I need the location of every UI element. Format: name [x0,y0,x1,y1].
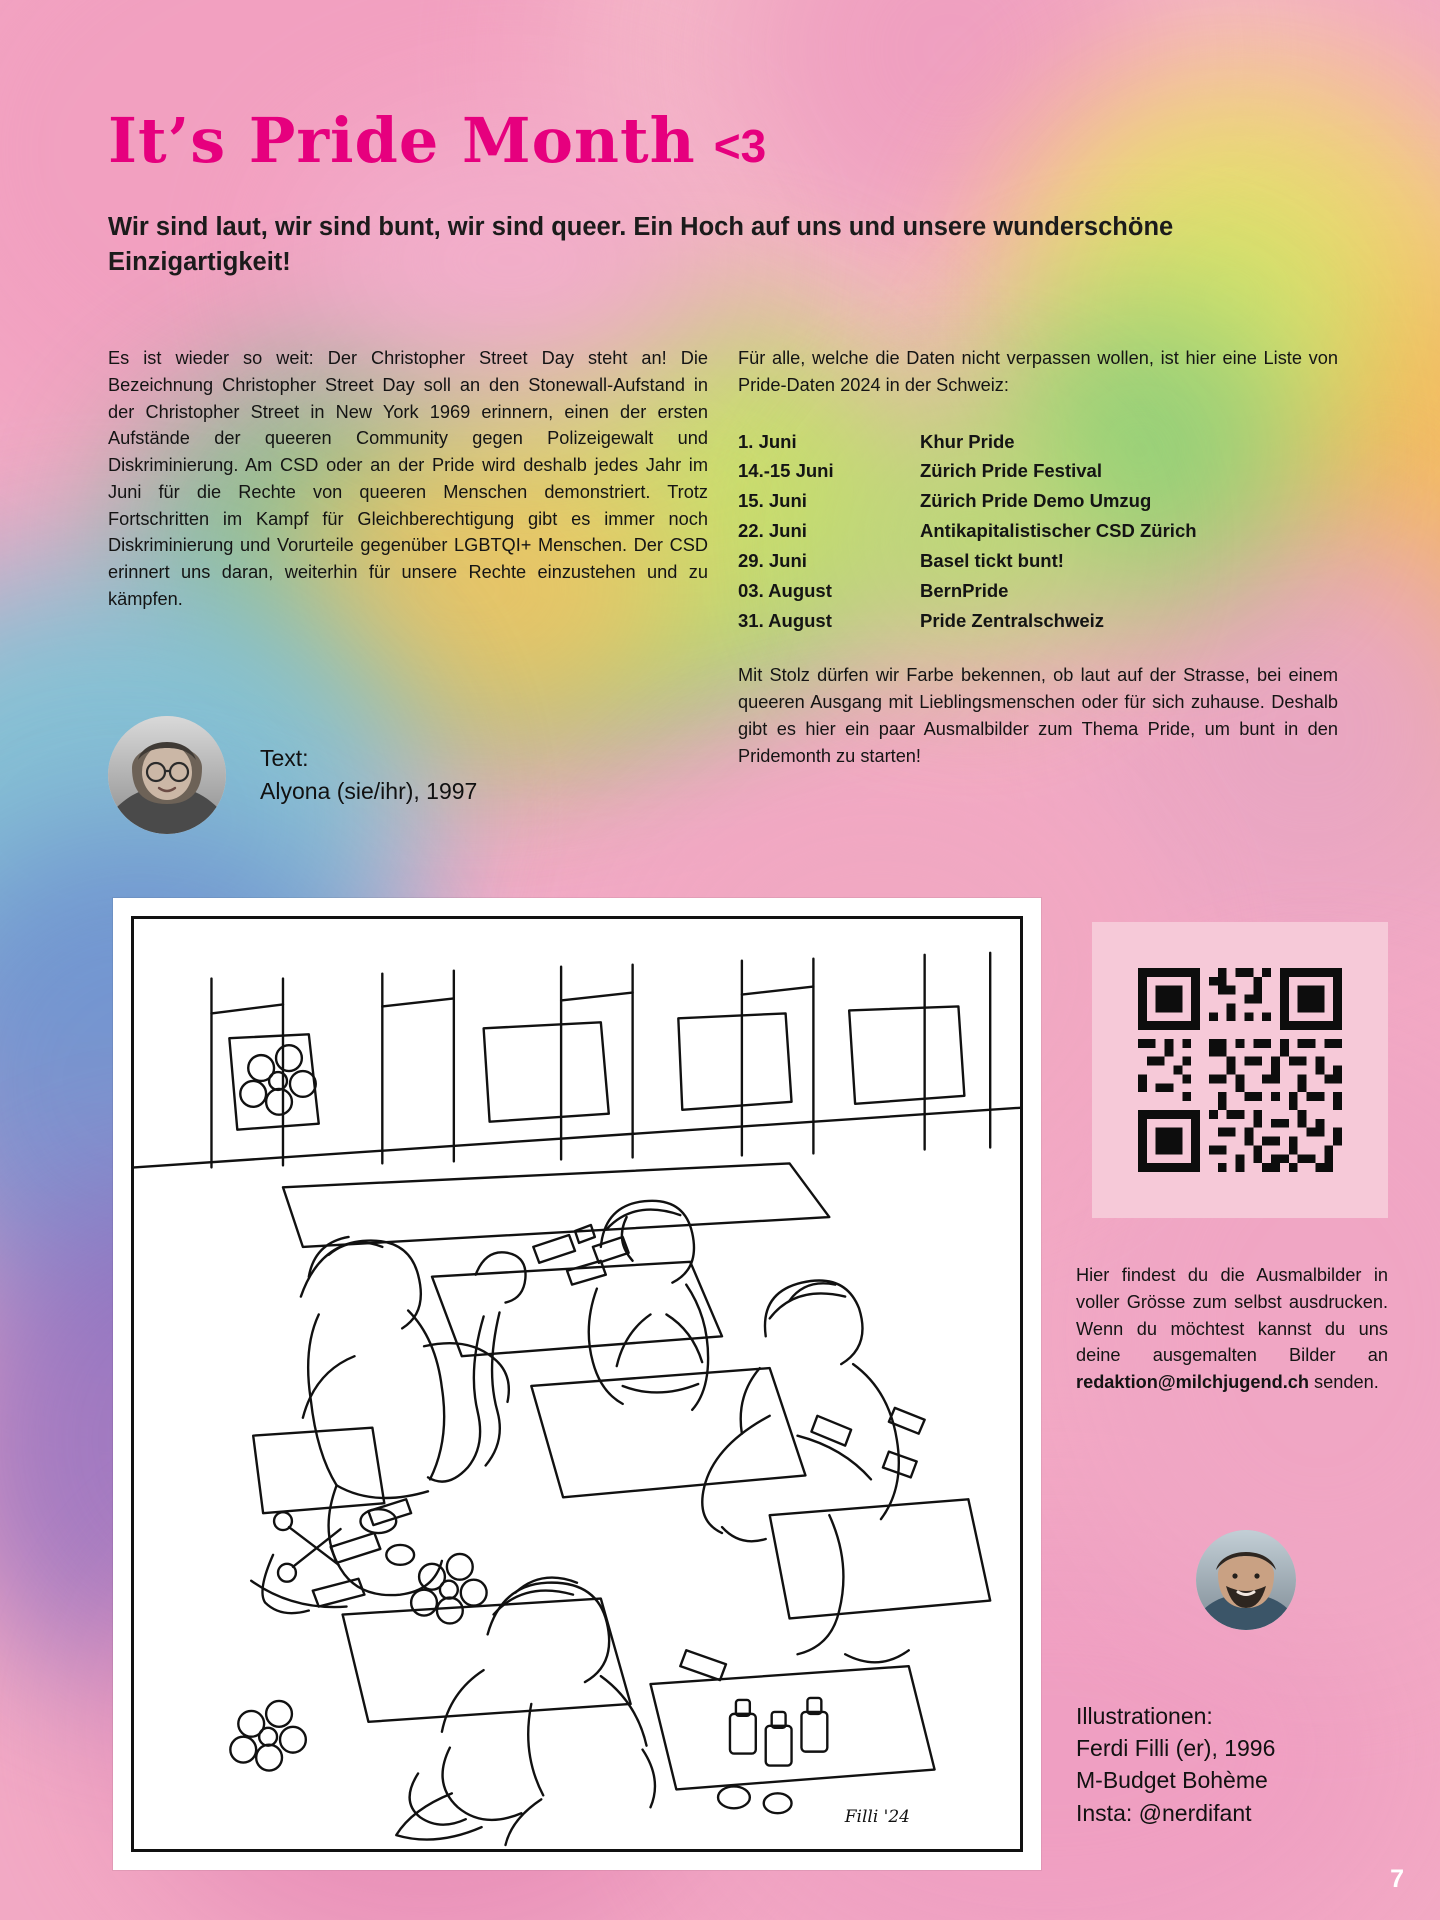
event-name: Pride Zentralschweiz [920,610,1105,632]
page-number: 7 [1390,1865,1404,1893]
event-name: Basel tickt bunt! [920,550,1064,572]
list-item [738,427,1338,457]
coloring-illustration-frame [113,898,1041,1870]
qr-caption-part2: senden. [1308,1372,1379,1392]
credits-label: Illustrationen: [1076,1703,1213,1729]
author-text [260,742,477,807]
illustration-credits [1076,1700,1406,1829]
credits-extra: M-Budget Bohème [1076,1767,1268,1794]
date-value: 22. Juni [738,520,807,542]
event-name: Antikapitalistischer CSD Zürich [920,520,1197,542]
list-item [738,606,1338,636]
heart-emoticon: <3 [713,119,767,172]
author-name: Alyona (sie/ihr), 1997 [260,778,478,804]
date-value: 14.-15 Juni [738,460,834,482]
event-name: Khur Pride [920,430,1015,452]
credits-instagram: Insta: @nerdifant [1076,1799,1252,1826]
dates-intro-paragraph: Für alle, welche die Daten nicht verpassen wollen, ist hier eine Liste von Pride-Daten 2024 in der Schweiz: [738,348,1338,395]
list-item [738,456,1338,486]
illustrator-avatar [1196,1530,1296,1630]
date-value: 03. August [738,580,832,602]
lede-paragraph: Wir sind laut, wir sind bunt, wir sind queer. Ein Hoch auf uns und unsere wunderschöne Einzigartigkeit! [108,213,1174,277]
author-block [108,716,477,834]
avatar [108,716,226,834]
body-column-left: Es ist wieder so weit: Der Christopher Street Day steht an! Die Bezeichnung Christopher Street Day soll an den Stonewall-Aufstand in der Christopher Street in New York 1969 erinnern, einen der ersten Aufstände der queeren Community gegen Polizeigewalt und Diskriminierung. Am CSD oder an der Pride wird deshalb jedes Jahr im Juni für die Rechte von queeren Menschen demonstriert. Trotz Fortschritten im Kampf für Gleichberechtigung gibt es immer noch Diskriminierung und Vorurteile gegenüber LGBTQI+ Menschen. Der CSD erinnert uns daran, weiterhin für unsere Rechte einzustehen und zu kämpfen. [108,348,708,609]
qr-code[interactable] [1092,922,1388,1218]
list-item [738,576,1338,606]
event-name: Zürich Pride Demo Umzug [920,490,1152,512]
event-name: Zürich Pride Festival [920,460,1102,482]
date-value: 15. Juni [738,490,807,512]
event-name: BernPride [920,580,1009,602]
body-column-right [738,345,1338,769]
date-value: 31. August [738,610,832,632]
page-title-text: It’s Pride Month [108,103,696,177]
contact-email: redaktion@milchjugend.ch [1076,1372,1309,1392]
pride-dates-list [738,427,1338,637]
qr-caption [1076,1262,1388,1396]
date-value: 1. Juni [738,430,797,452]
closing-paragraph: Mit Stolz dürfen wir Farbe bekennen, ob laut auf der Strasse, bei einem queeren Ausgang mit Lieblingsmenschen oder für sich zuhause. Deshalb gibt es hier ein paar Ausmalbilder zum Thema Pride, um bunt in den Pridemonth zu starten! [738,665,1338,766]
page-title [108,104,766,177]
credits-name: Ferdi Filli (er), 1996 [1076,1735,1276,1762]
list-item [738,486,1338,516]
author-label: Text: [260,745,309,772]
date-value: 29. Juni [738,550,807,572]
qr-caption-part1: Hier findest du die Ausmalbilder in voller Grösse zum selbst ausdrucken. Wenn du möchtest kannst du uns deine ausgemalten Bilder an [1076,1265,1388,1366]
list-item [738,516,1338,546]
list-item [738,546,1338,576]
coloring-illustration [131,916,1023,1852]
artist-signature: Filli '24 [844,1807,910,1827]
